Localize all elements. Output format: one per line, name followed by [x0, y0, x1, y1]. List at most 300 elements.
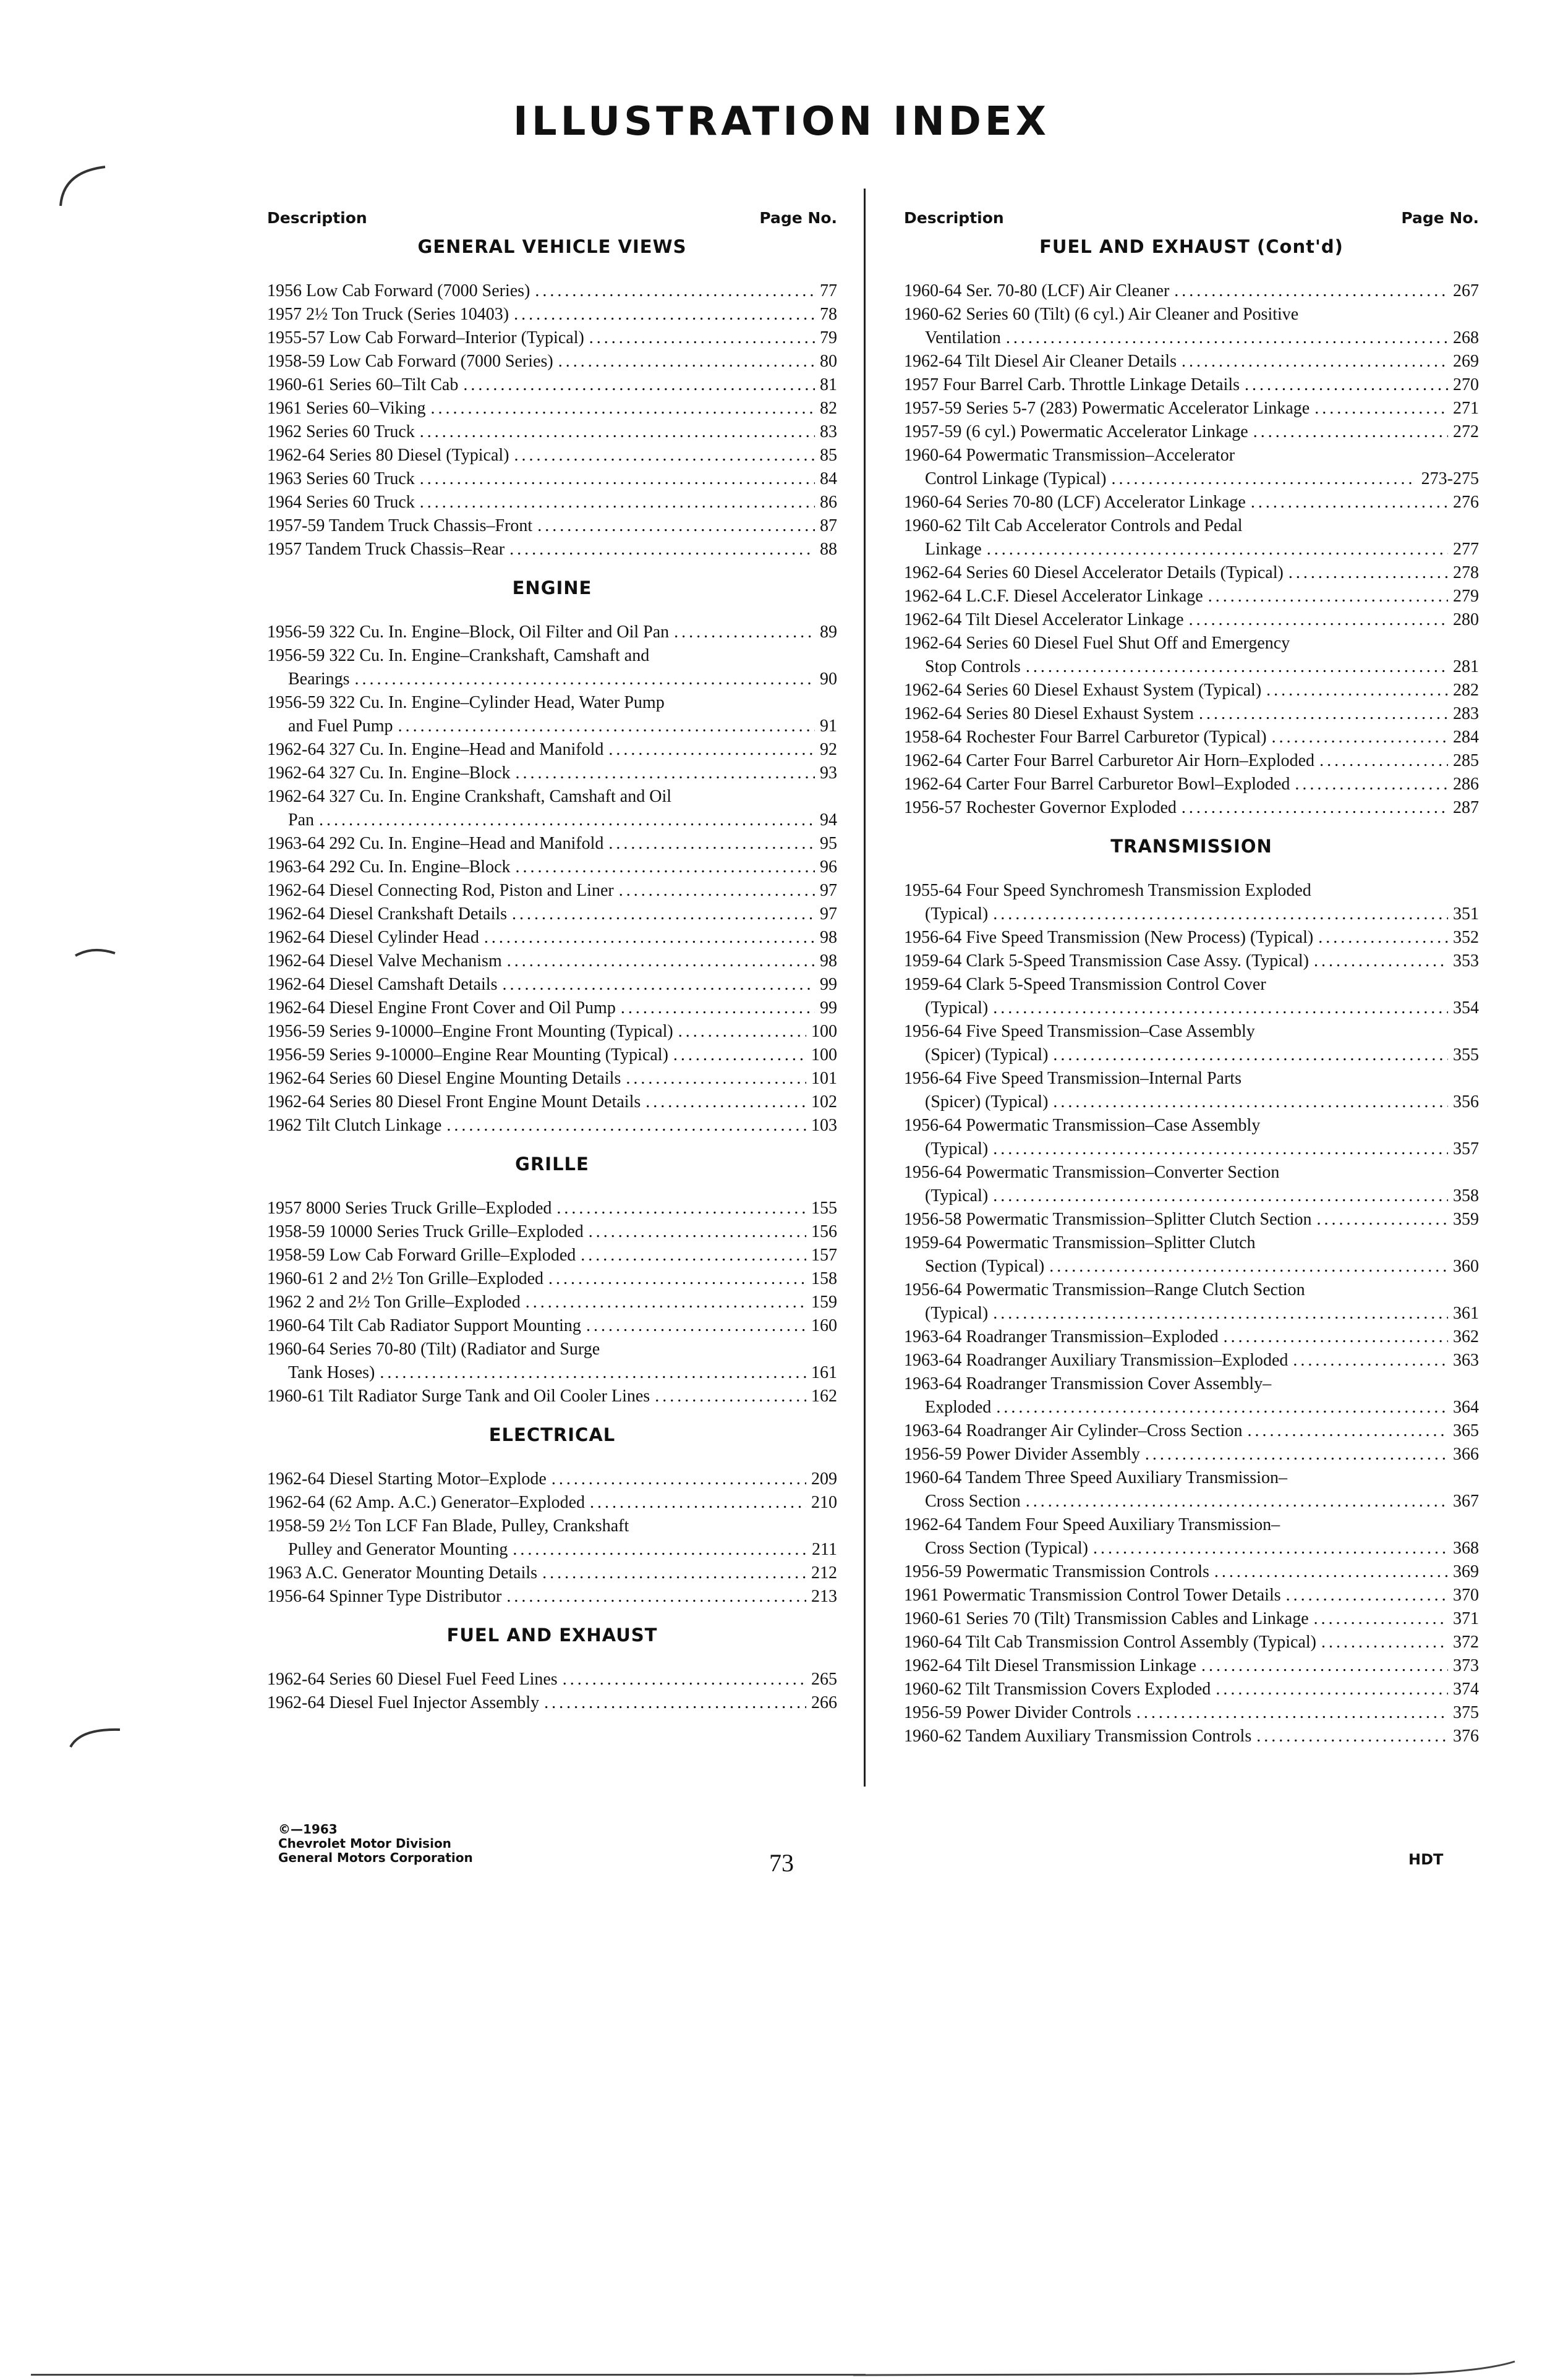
entry-line — [904, 1231, 1479, 1255]
dot-leader — [556, 1197, 806, 1220]
entry-line — [904, 585, 1479, 608]
entry-description: 1955-64 Four Speed Synchromesh Transmission Exploded — [904, 881, 1311, 900]
entry-line — [267, 1197, 837, 1220]
entry-description: 1960-61 Tilt Radiator Surge Tank and Oil Cooler Lines — [267, 1387, 650, 1406]
dot-leader — [1286, 1584, 1448, 1607]
entry-page-number: 365 — [1453, 1421, 1479, 1440]
entry-page-number: 95 — [820, 834, 837, 853]
entry-line — [267, 467, 837, 491]
entry-line — [267, 715, 837, 738]
dot-leader — [581, 1244, 806, 1267]
dot-leader — [655, 1385, 806, 1408]
margin-mark — [68, 1725, 124, 1749]
entry-description: 1962-64 Series 60 Diesel Fuel Feed Lines — [267, 1670, 558, 1689]
entry-page-number: 356 — [1453, 1092, 1479, 1111]
index-entry — [904, 1231, 1479, 1278]
dot-leader — [1145, 1443, 1448, 1466]
entry-line — [904, 655, 1479, 679]
dot-leader — [1314, 1607, 1448, 1631]
entry-line — [904, 1137, 1479, 1161]
dot-leader — [993, 997, 1448, 1020]
entry-page-number: 101 — [811, 1069, 837, 1088]
copyright-line: General Motors Corporation — [278, 1850, 473, 1865]
entry-line — [904, 796, 1479, 820]
entry-page-number: 362 — [1453, 1327, 1479, 1346]
index-entry — [267, 879, 837, 903]
entry-line — [904, 1043, 1479, 1067]
entry-description: Control Linkage (Typical) — [925, 469, 1107, 488]
entry-line — [267, 1491, 837, 1515]
entry-description: 1957-59 Series 5-7 (283) Powermatic Accelerator Linkage — [904, 399, 1310, 418]
entry-description: 1963-64 Roadranger Air Cylinder–Cross Section — [904, 1421, 1243, 1440]
entry-description: 1962-64 Series 60 Diesel Engine Mounting Details — [267, 1069, 621, 1088]
dot-leader — [431, 397, 815, 420]
dot-leader — [420, 467, 815, 491]
entry-page-number: 209 — [811, 1469, 837, 1489]
entry-page-number: 278 — [1453, 563, 1479, 582]
entry-description: 1958-59 Low Cab Forward (7000 Series) — [267, 352, 553, 371]
entry-page-number: 161 — [811, 1363, 837, 1382]
column-header — [904, 209, 1479, 236]
index-entry — [267, 691, 837, 738]
entry-page-number: 271 — [1453, 399, 1479, 418]
entry-line — [267, 1067, 837, 1090]
entry-page-number: 361 — [1453, 1304, 1479, 1323]
entry-page-number: 158 — [811, 1269, 837, 1288]
entry-line — [904, 1419, 1479, 1443]
dot-leader — [509, 538, 815, 561]
dot-leader — [1216, 1678, 1448, 1701]
entry-description: 1962-64 Diesel Starting Motor–Explode — [267, 1469, 547, 1489]
entry-line — [904, 350, 1479, 373]
index-entry — [904, 1443, 1479, 1466]
entry-description: 1962-64 Diesel Valve Mechanism — [267, 951, 502, 971]
entry-page-number: 162 — [811, 1387, 837, 1406]
entry-line — [267, 809, 837, 832]
dot-leader — [1247, 1419, 1448, 1443]
entry-description: 1956-64 Five Speed Transmission–Internal Parts — [904, 1069, 1241, 1088]
dot-leader — [420, 491, 815, 514]
right-column — [904, 209, 1479, 1748]
entry-page-number: 270 — [1453, 375, 1479, 394]
entry-line — [267, 738, 837, 762]
dot-leader — [1136, 1701, 1448, 1725]
entry-page-number: 368 — [1453, 1539, 1479, 1558]
entry-line — [267, 1043, 837, 1067]
entry-line — [904, 1090, 1479, 1114]
index-entry — [267, 621, 837, 644]
entry-line — [267, 644, 837, 668]
entry-description: 1962-64 Carter Four Barrel Carburetor Air Horn–Exploded — [904, 751, 1315, 770]
index-entry — [904, 1466, 1479, 1513]
index-entry — [904, 879, 1479, 926]
entry-line — [267, 420, 837, 444]
copyright-line: ©—1963 — [278, 1822, 338, 1837]
dot-leader — [1288, 561, 1448, 585]
index-entry — [904, 1725, 1479, 1748]
entry-line — [904, 997, 1479, 1020]
entry-description: (Typical) — [925, 1186, 989, 1205]
index-entry — [267, 420, 837, 444]
dot-leader — [1214, 1560, 1448, 1584]
entry-description: 1964 Series 60 Truck — [267, 493, 415, 512]
entry-line — [904, 1372, 1479, 1396]
entry-line — [904, 1443, 1479, 1466]
entry-description: 1963-64 Roadranger Transmission Cover Assembly– — [904, 1374, 1272, 1393]
dot-leader — [512, 903, 815, 926]
entry-description: 1959-64 Clark 5-Speed Transmission Case Assy. (Typical) — [904, 951, 1309, 971]
entry-page-number: 283 — [1453, 704, 1479, 723]
dot-leader — [1026, 655, 1448, 679]
index-entry — [267, 444, 837, 467]
entry-line — [904, 608, 1479, 632]
dot-leader — [542, 1562, 806, 1585]
page-no-heading: Page No. — [759, 209, 837, 227]
entry-page-number: 210 — [811, 1493, 837, 1512]
dot-leader — [548, 1267, 806, 1291]
entry-description: 1960-62 Tilt Cab Accelerator Controls and Pedal — [904, 516, 1243, 535]
entry-page-number: 351 — [1453, 904, 1479, 924]
entry-description: 1960-62 Tilt Transmission Covers Exploded — [904, 1680, 1211, 1699]
entry-description: 1959-64 Clark 5-Speed Transmission Control Cover — [904, 975, 1266, 994]
entry-description: 1958-64 Rochester Four Barrel Carburetor (Typical) — [904, 728, 1267, 747]
entry-page-number: 273-275 — [1421, 469, 1479, 488]
dot-leader — [678, 1020, 806, 1043]
entry-description: 1956-59 Power Divider Assembly — [904, 1445, 1140, 1464]
index-entry — [267, 1468, 837, 1491]
entry-description: 1961 Series 60–Viking — [267, 399, 426, 418]
entry-line — [904, 1607, 1479, 1631]
entry-page-number: 354 — [1453, 998, 1479, 1018]
index-entry — [904, 1631, 1479, 1654]
dot-leader — [1182, 350, 1448, 373]
index-entry — [267, 1220, 837, 1244]
entry-page-number: 100 — [811, 1022, 837, 1041]
dot-leader — [589, 1220, 806, 1244]
index-entry — [904, 303, 1479, 350]
dot-leader — [1093, 1537, 1448, 1560]
entry-description: 1962-64 Diesel Engine Front Cover and Oil Pump — [267, 998, 616, 1018]
entry-line — [267, 350, 837, 373]
entry-description: Ventilation — [925, 328, 1001, 347]
index-entry — [267, 1515, 837, 1562]
entry-description: 1956-59 322 Cu. In. Engine–Cylinder Head, Water Pump — [267, 693, 665, 712]
index-entry — [904, 491, 1479, 514]
entry-description: Pan — [288, 810, 314, 830]
entry-description: 1960-64 Powermatic Transmission–Accelerator — [904, 446, 1235, 465]
section-title: ELECTRICAL — [488, 1424, 616, 1445]
entry-page-number: 83 — [820, 422, 837, 441]
index-entry — [267, 1020, 837, 1043]
index-entry — [904, 1325, 1479, 1349]
index-entry — [904, 749, 1479, 773]
index-entry — [267, 926, 837, 950]
entry-description: 1962-64 Diesel Connecting Rod, Piston and Liner — [267, 881, 614, 900]
entry-description: (Typical) — [925, 998, 989, 1018]
dot-leader — [993, 1302, 1448, 1325]
entry-description: 1962 2 and 2½ Ton Grille–Exploded — [267, 1293, 521, 1312]
entry-line — [904, 1302, 1479, 1325]
entry-line — [904, 1725, 1479, 1748]
entry-page-number: 89 — [820, 623, 837, 642]
entry-description: 1957 Four Barrel Carb. Throttle Linkage Details — [904, 375, 1240, 394]
entry-page-number: 372 — [1453, 1633, 1479, 1652]
entry-description: Exploded — [925, 1398, 992, 1417]
entry-line — [904, 773, 1479, 796]
entry-description: 1956-59 Powermatic Transmission Controls — [904, 1562, 1209, 1581]
entry-line — [904, 1396, 1479, 1419]
dot-leader — [626, 1067, 806, 1090]
entry-description: 1957 2½ Ton Truck (Series 10403) — [267, 305, 509, 324]
entry-line — [267, 1562, 837, 1585]
index-entry — [904, 561, 1479, 585]
index-entry — [904, 444, 1479, 491]
entry-page-number: 287 — [1453, 798, 1479, 817]
margin-mark — [74, 946, 117, 958]
index-entry — [267, 467, 837, 491]
entry-description: Pulley and Generator Mounting — [288, 1540, 508, 1559]
section-title: FUEL AND EXHAUST — [446, 1625, 658, 1646]
entry-line — [904, 1490, 1479, 1513]
index-entry — [904, 373, 1479, 397]
index-entry — [267, 832, 837, 856]
entry-line — [267, 668, 837, 691]
entry-description: Section (Typical) — [925, 1257, 1045, 1276]
entry-description: 1956-64 Powermatic Transmission–Converter Section — [904, 1163, 1280, 1182]
description-heading: Description — [904, 209, 1004, 227]
entry-description: 1962-64 327 Cu. In. Engine–Block — [267, 763, 511, 783]
dot-leader — [1272, 726, 1448, 749]
dot-leader — [1314, 397, 1448, 420]
entry-description: 1962-64 Diesel Fuel Injector Assembly — [267, 1693, 540, 1712]
entry-description: 1960-64 Series 70-80 (Tilt) (Radiator and Surge — [267, 1340, 600, 1359]
dot-leader — [1251, 491, 1448, 514]
entry-description: 1956-64 Five Speed Transmission (New Process) (Typical) — [904, 928, 1314, 947]
index-entry — [904, 950, 1479, 973]
entry-page-number: 160 — [811, 1316, 837, 1335]
entry-page-number: 285 — [1453, 751, 1479, 770]
entry-line — [904, 749, 1479, 773]
entry-line — [904, 879, 1479, 903]
entry-line — [904, 702, 1479, 726]
entry-page-number: 94 — [820, 810, 837, 830]
index-entry — [904, 796, 1479, 820]
dot-leader — [1293, 1349, 1448, 1372]
left-column — [267, 209, 837, 1715]
entry-page-number: 360 — [1453, 1257, 1479, 1276]
entry-description: 1956 Low Cab Forward (7000 Series) — [267, 281, 530, 300]
entry-description: Linkage — [925, 540, 982, 559]
dot-leader — [645, 1090, 806, 1114]
entry-description: 1963-64 Roadranger Transmission–Exploded — [904, 1327, 1219, 1346]
entry-line — [904, 1631, 1479, 1654]
entry-line — [904, 1584, 1479, 1607]
dot-leader — [513, 1538, 807, 1562]
entry-line — [267, 1668, 837, 1691]
index-entry — [267, 303, 837, 326]
entry-description: Tank Hoses) — [288, 1363, 375, 1382]
section-title: ENGINE — [512, 577, 592, 598]
index-entry — [904, 1513, 1479, 1560]
entry-description: 1963-64 Roadranger Auxiliary Transmission–Exploded — [904, 1351, 1288, 1370]
dot-leader — [1053, 1043, 1448, 1067]
entry-line — [904, 926, 1479, 950]
index-entry — [904, 608, 1479, 632]
dot-leader — [589, 326, 815, 350]
entry-page-number: 358 — [1453, 1186, 1479, 1205]
entry-page-number: 92 — [820, 740, 837, 759]
dot-leader — [996, 1396, 1448, 1419]
entry-page-number: 213 — [811, 1587, 837, 1606]
entry-line — [904, 1654, 1479, 1678]
entry-page-number: 366 — [1453, 1445, 1479, 1464]
index-entry — [267, 279, 837, 303]
entry-description: 1956-57 Rochester Governor Exploded — [904, 798, 1177, 817]
entry-page-number: 281 — [1453, 657, 1479, 676]
index-entry — [904, 420, 1479, 444]
entry-page-number: 276 — [1453, 493, 1479, 512]
entry-description: 1955-57 Low Cab Forward–Interior (Typical) — [267, 328, 584, 347]
entry-line — [904, 444, 1479, 467]
dot-leader — [1224, 1325, 1448, 1349]
entry-page-number: 364 — [1453, 1398, 1479, 1417]
entry-line — [267, 762, 837, 785]
entry-line — [267, 1691, 837, 1715]
entry-description: (Typical) — [925, 904, 989, 924]
entry-line — [267, 1020, 837, 1043]
index-entry — [904, 702, 1479, 726]
entry-line — [267, 903, 837, 926]
entry-line — [904, 373, 1479, 397]
dot-leader — [514, 444, 816, 467]
entry-page-number: 77 — [820, 281, 837, 300]
entry-line — [904, 1184, 1479, 1208]
entry-page-number: 353 — [1453, 951, 1479, 971]
entry-description: 1962-64 L.C.F. Diesel Accelerator Linkage — [904, 587, 1203, 606]
entry-description: Cross Section (Typical) — [925, 1539, 1088, 1558]
entry-line — [904, 1255, 1479, 1278]
dot-leader — [484, 926, 815, 950]
entry-line — [904, 1537, 1479, 1560]
dot-leader — [563, 1668, 806, 1691]
index-entry — [904, 726, 1479, 749]
index-entry — [267, 1267, 837, 1291]
index-entry — [904, 1020, 1479, 1067]
index-entry — [267, 1244, 837, 1267]
entry-page-number: 357 — [1453, 1139, 1479, 1158]
index-entry — [904, 1349, 1479, 1372]
dot-leader — [608, 738, 815, 762]
index-entry — [267, 373, 837, 397]
entry-description: 1956-64 Five Speed Transmission–Case Assembly — [904, 1022, 1255, 1041]
entry-line — [267, 1220, 837, 1244]
entry-description: 1956-59 Series 9-10000–Engine Front Mounting (Typical) — [267, 1022, 673, 1041]
index-entry — [904, 926, 1479, 950]
dot-leader — [1026, 1490, 1448, 1513]
index-entry — [267, 973, 837, 997]
entry-page-number: 359 — [1453, 1210, 1479, 1229]
dot-leader — [1208, 585, 1448, 608]
entry-description: 1956-59 322 Cu. In. Engine–Block, Oil Filter and Oil Pan — [267, 623, 670, 642]
entry-description: 1963-64 292 Cu. In. Engine–Block — [267, 857, 511, 877]
dot-leader — [463, 373, 815, 397]
entry-description: 1956-64 Spinner Type Distributor — [267, 1587, 502, 1606]
entry-page-number: 81 — [820, 375, 837, 394]
entry-line — [267, 1090, 837, 1114]
dot-leader — [590, 1491, 806, 1515]
entry-description: 1960-61 Series 70 (Tilt) Transmission Cables and Linkage — [904, 1609, 1309, 1628]
entry-line — [904, 1466, 1479, 1490]
index-entry — [904, 585, 1479, 608]
entry-page-number: 211 — [812, 1540, 837, 1559]
dot-leader — [558, 350, 815, 373]
entry-description: 1958-59 Low Cab Forward Grille–Exploded — [267, 1246, 576, 1265]
column-divider — [864, 189, 866, 1787]
entry-description: 1962-64 Diesel Crankshaft Details — [267, 904, 508, 924]
entry-line — [904, 561, 1479, 585]
column-header — [267, 209, 837, 236]
entry-description: 1962-64 Series 80 Diesel Exhaust System — [904, 704, 1194, 723]
entry-description: 1962-64 Tandem Four Speed Auxiliary Transmission– — [904, 1515, 1280, 1534]
entry-page-number: 99 — [820, 975, 837, 994]
entry-description: 1962-64 Series 80 Diesel (Typical) — [267, 446, 509, 465]
entry-description: 1962-64 Diesel Cylinder Head — [267, 928, 479, 947]
index-entry — [267, 1314, 837, 1338]
entry-page-number: 277 — [1453, 540, 1479, 559]
entry-description: 1962-64 Diesel Camshaft Details — [267, 975, 498, 994]
entry-description: 1962 Tilt Clutch Linkage — [267, 1116, 442, 1135]
dot-leader — [514, 303, 815, 326]
entry-description: 1956-59 Series 9-10000–Engine Rear Mounting (Typical) — [267, 1045, 668, 1065]
entry-line — [267, 303, 837, 326]
index-entry — [904, 1678, 1479, 1701]
entry-description: 1957-59 (6 cyl.) Powermatic Accelerator Linkage — [904, 422, 1248, 441]
entry-line — [267, 1338, 837, 1361]
dot-leader — [1319, 749, 1448, 773]
entry-page-number: 159 — [811, 1293, 837, 1312]
index-entry — [267, 1197, 837, 1220]
entry-description: 1960-64 Tandem Three Speed Auxiliary Transmission– — [904, 1468, 1287, 1487]
entry-line — [904, 397, 1479, 420]
entry-description: 1962-64 Tilt Diesel Air Cleaner Details — [904, 352, 1177, 371]
entry-page-number: 355 — [1453, 1045, 1479, 1065]
entry-description: 1956-59 Power Divider Controls — [904, 1703, 1131, 1722]
entry-line — [904, 538, 1479, 561]
entry-line — [267, 973, 837, 997]
index-entry — [267, 1585, 837, 1609]
index-entry — [267, 856, 837, 879]
entry-line — [904, 1020, 1479, 1043]
entry-description: 1960-64 Series 70-80 (LCF) Accelerator Linkage — [904, 493, 1246, 512]
copyright-line: Chevrolet Motor Division — [278, 1836, 451, 1851]
index-entry — [904, 1654, 1479, 1678]
entry-description: 1963 A.C. Generator Mounting Details — [267, 1563, 538, 1583]
index-entry — [267, 903, 837, 926]
entry-page-number: 286 — [1453, 775, 1479, 794]
entry-line — [267, 621, 837, 644]
entry-description: Bearings — [288, 669, 350, 689]
index-entry — [267, 785, 837, 832]
index-entry — [267, 644, 837, 691]
entry-description: 1962-64 Series 80 Diesel Front Engine Mount Details — [267, 1092, 641, 1111]
dot-leader — [380, 1361, 806, 1385]
dot-leader — [1053, 1090, 1448, 1114]
entry-page-number: 266 — [811, 1693, 837, 1712]
dot-leader — [1256, 1725, 1448, 1748]
dot-leader — [506, 1585, 806, 1609]
entry-page-number: 155 — [811, 1199, 837, 1218]
entry-page-number: 212 — [811, 1563, 837, 1583]
